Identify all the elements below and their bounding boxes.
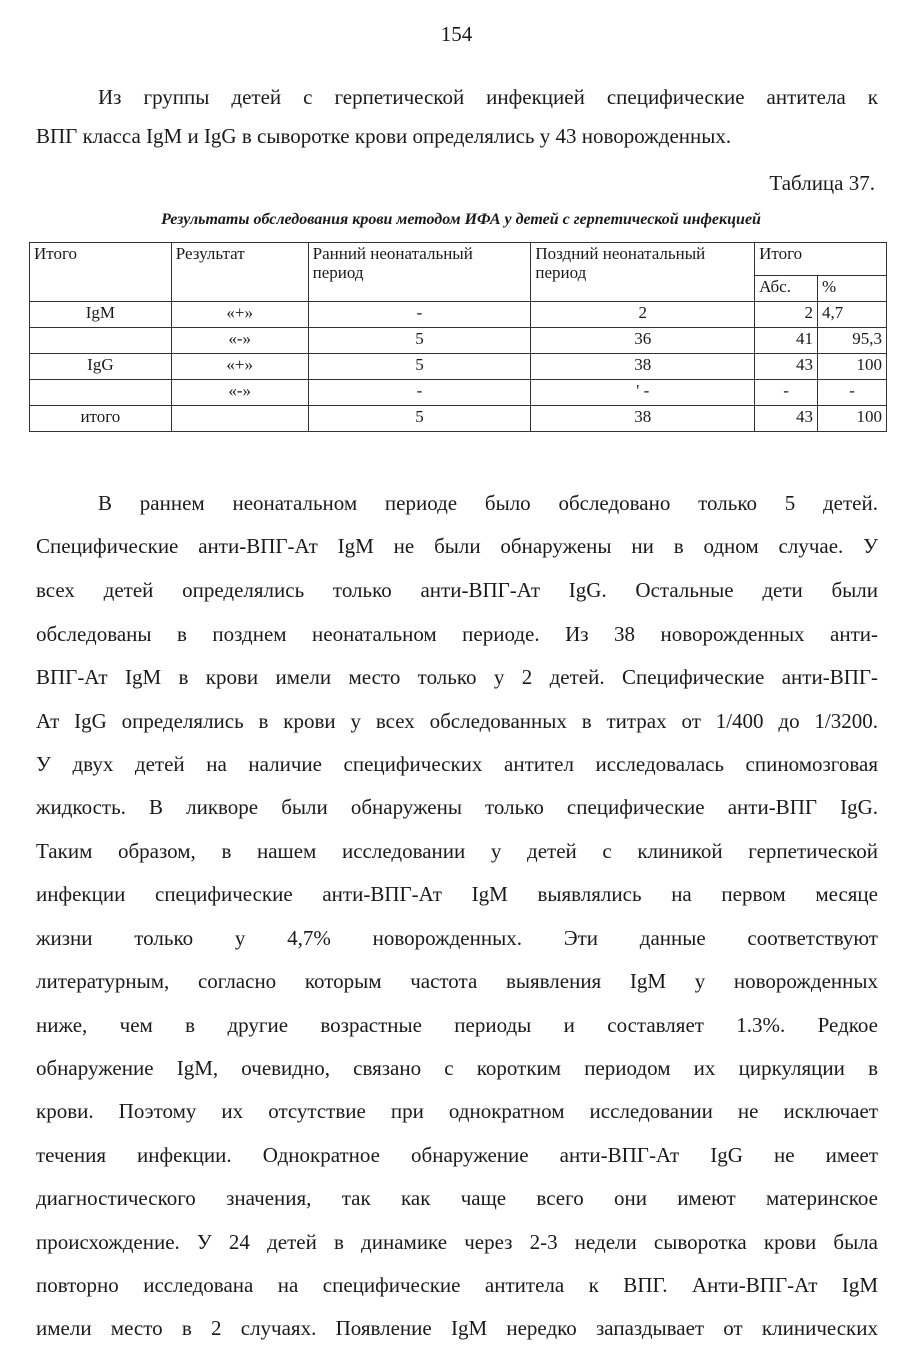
body-line: инфекции специфические анти-ВПГ-Ат IgM выявлялись на первом месяце: [36, 882, 878, 906]
cell-result: «-»: [171, 380, 308, 406]
body-line: течения инфекции. Однократное обнаружение анти-ВПГ-Ат IgG не имеет: [36, 1143, 878, 1167]
cell-late: 38: [531, 354, 755, 380]
table-number: Таблица 37.: [769, 171, 875, 195]
header-pct: %: [818, 276, 887, 302]
cell-late: ' -: [531, 380, 755, 406]
cell-late: 38: [531, 406, 755, 432]
cell-late: 36: [531, 328, 755, 354]
body-line: обнаружение IgM, очевидно, связано с коротким периодом их циркуляции в: [36, 1056, 878, 1080]
cell-result: «+»: [171, 354, 308, 380]
table-row: [30, 380, 887, 406]
cell-group: [30, 328, 172, 354]
table-header-row: [30, 243, 887, 276]
cell-group: итого: [30, 406, 172, 432]
header-total: Итого: [30, 243, 172, 302]
body-line: жизни только у 4,7% новорожденных. Эти данные соответствуют: [36, 926, 878, 950]
body-line: У двух детей на наличие специфических антител исследовалась спиномозговая: [36, 752, 878, 776]
cell-pct: -: [818, 380, 887, 406]
cell-late: 2: [531, 302, 755, 328]
cell-result: «+»: [171, 302, 308, 328]
cell-result: [171, 406, 308, 432]
cell-pct: 4,7: [818, 302, 887, 328]
cell-early: -: [308, 302, 531, 328]
table-title: Результаты обследования крови методом ИФА у детей с герпетической инфекцией: [161, 211, 761, 228]
body-line: В раннем неонатальном периоде было обследовано только 5 детей.: [98, 491, 878, 515]
results-table: [29, 242, 887, 432]
cell-early: 5: [308, 328, 531, 354]
cell-group: IgG: [30, 354, 172, 380]
cell-pct: 95,3: [818, 328, 887, 354]
cell-early: -: [308, 380, 531, 406]
cell-abs: 43: [755, 406, 818, 432]
cell-abs: 2: [755, 302, 818, 328]
body-line: происхождение. У 24 детей в динамике через 2-3 недели сыворотка крови была: [36, 1230, 878, 1254]
table-row: [30, 302, 887, 328]
cell-early: 5: [308, 354, 531, 380]
header-abs: Абс.: [755, 276, 818, 302]
page-number: 154: [440, 22, 473, 46]
cell-pct: 100: [818, 406, 887, 432]
body-line: диагностического значения, так как чаще всего они имеют материнское: [36, 1186, 878, 1210]
header-result: Результат: [171, 243, 308, 302]
body-line: крови. Поэтому их отсутствие при однократном исследовании не исключает: [36, 1099, 878, 1123]
intro-line: Из группы детей с герпетической инфекцией специфические антитела к: [98, 85, 878, 109]
cell-abs: -: [755, 380, 818, 406]
body-line: Таким образом, в нашем исследовании у детей с клиникой герпетической: [36, 839, 878, 863]
body-line: Специфические анти-ВПГ-Ат IgM не были обнаружены ни в одном случае. У: [36, 534, 878, 558]
cell-early: 5: [308, 406, 531, 432]
header-early-period: Ранний неонатальный период: [308, 243, 531, 302]
body-line: имели место в 2 случаях. Появление IgM нередко запаздывает от клинических: [36, 1316, 878, 1340]
body-line: жидкость. В ликворе были обнаружены только специфические анти-ВПГ IgG.: [36, 795, 878, 819]
cell-abs: 41: [755, 328, 818, 354]
body-line: ВПГ-Ат IgM в крови имели место только у 2 детей. Специфические анти-ВПГ-: [36, 665, 878, 689]
table-row: [30, 406, 887, 432]
body-line: ниже, чем в другие возрастные периоды и составляет 1.3%. Редкое: [36, 1013, 878, 1037]
header-sum: Итого: [755, 243, 887, 276]
table-row: [30, 354, 887, 380]
body-line: всех детей определялись только анти-ВПГ-Ат IgG. Остальные дети были: [36, 578, 878, 602]
body-line: обследованы в позднем неонатальном периоде. Из 38 новорожденных анти-: [36, 622, 878, 646]
header-late-period: Поздний неонатальный период: [531, 243, 755, 302]
cell-result: «-»: [171, 328, 308, 354]
table-row: [30, 328, 887, 354]
body-line: литературным, согласно которым частота выявления IgM у новорожденных: [36, 969, 878, 993]
body-line: Ат IgG определялись в крови у всех обследованных в титрах от 1/400 до 1/3200.: [36, 709, 878, 733]
cell-pct: 100: [818, 354, 887, 380]
intro-line: ВПГ класса IgM и IgG в сыворотке крови определялись у 43 новорожденных.: [36, 124, 732, 148]
cell-abs: 43: [755, 354, 818, 380]
body-line: повторно исследована на специфические антитела к ВПГ. Анти-ВПГ-Ат IgM: [36, 1273, 878, 1297]
cell-group: [30, 380, 172, 406]
cell-group: IgM: [30, 302, 172, 328]
